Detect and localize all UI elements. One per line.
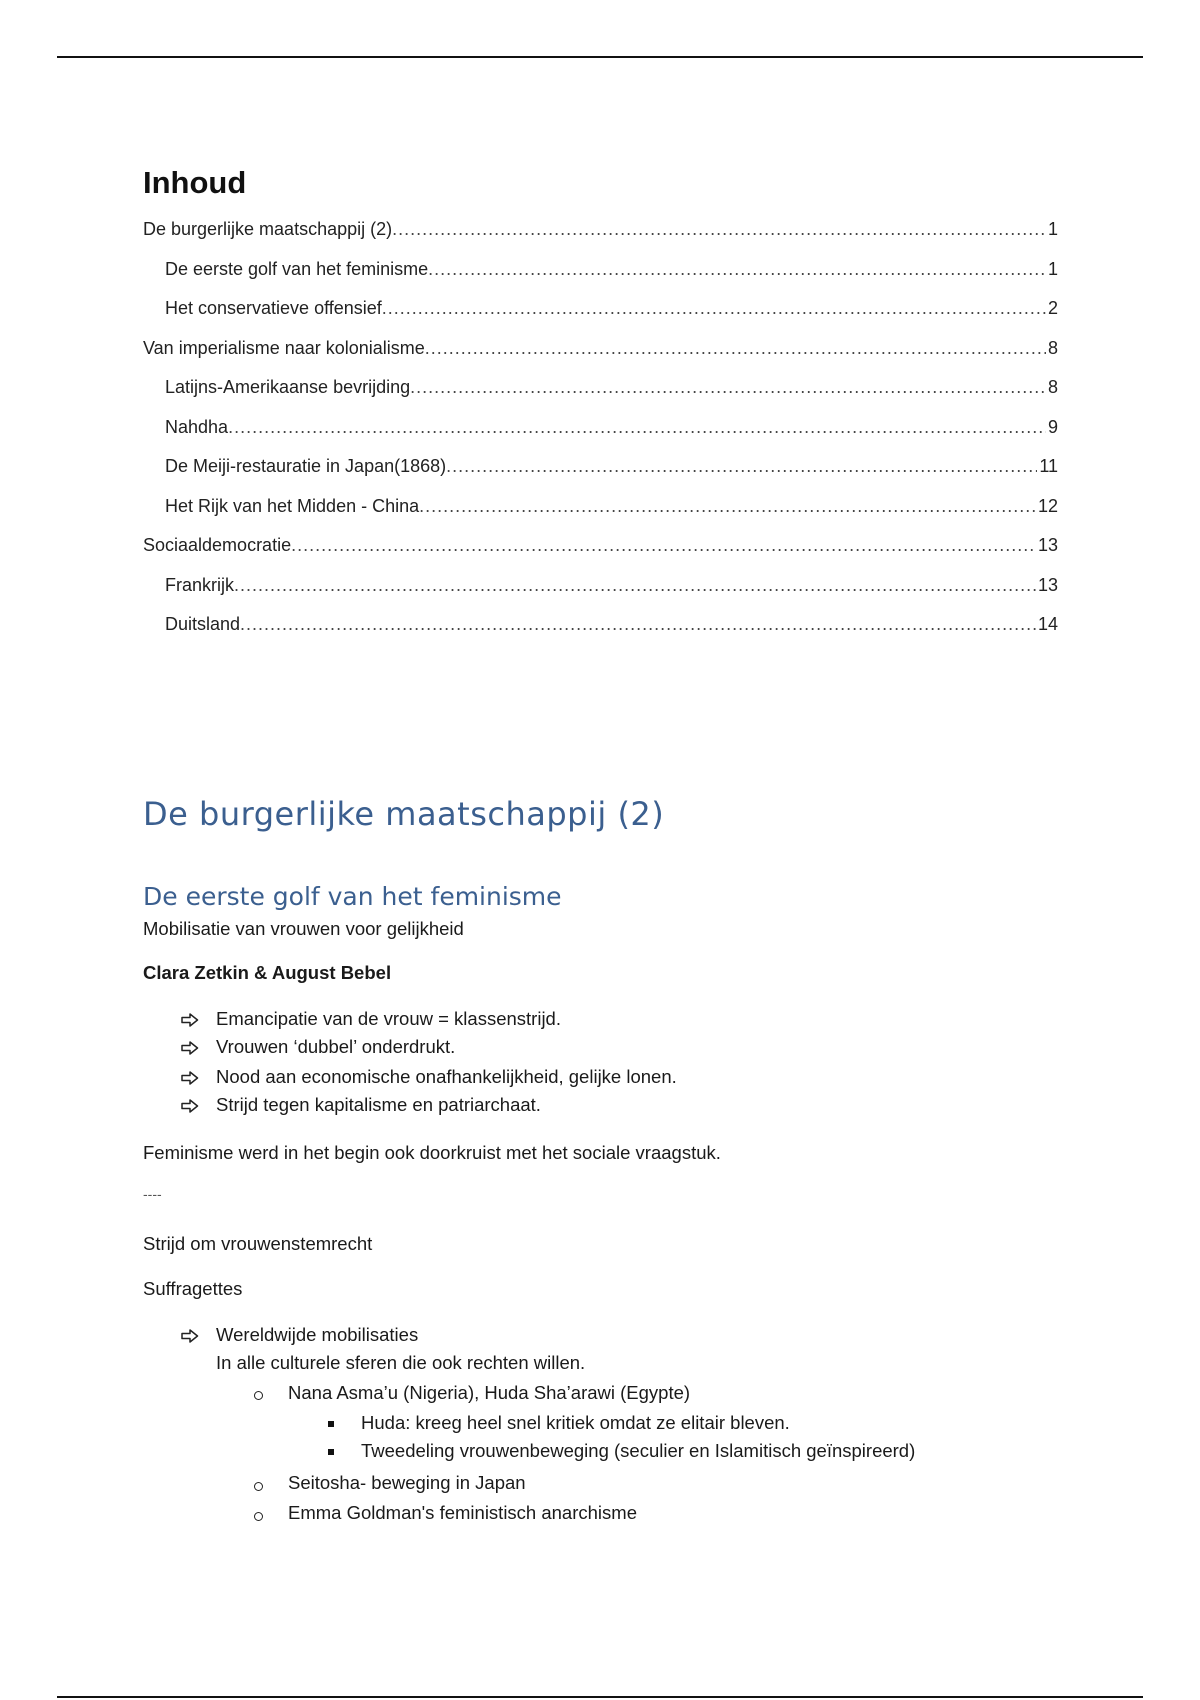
- circle-bullet-icon: [254, 1512, 263, 1521]
- toc-leader: [240, 614, 1036, 635]
- toc-entry-text: Het conservatieve offensief: [165, 298, 382, 318]
- toc-leader: [291, 535, 1036, 556]
- toc-page-number: 8: [1047, 377, 1058, 397]
- stemrecht-line: Strijd om vrouwenstemrecht: [143, 1233, 373, 1254]
- toc-entry-text: Frankrijk: [165, 574, 235, 595]
- header-rule: [57, 56, 1143, 58]
- toc-leader: [410, 377, 1046, 398]
- toc-entry-text: Sociaaldemocratie: [143, 535, 292, 555]
- toc-page-number: 1: [1047, 219, 1058, 239]
- toc-entry-text: De burgerlijke maatschappij (2): [143, 219, 393, 239]
- toc-entry-text: De eerste golf van het feminisme: [165, 258, 429, 279]
- list-item: Huda: kreeg heel snel kritiek omdat ze elitair bleven.: [361, 1412, 790, 1433]
- toc-entry[interactable]: [143, 614, 1058, 654]
- toc-page-number: 11: [1039, 456, 1058, 476]
- list-item: Nood aan economische onafhankelijkheid, gelijke lonen.: [216, 1066, 677, 1087]
- toc-entry[interactable]: [143, 338, 1058, 378]
- suffragettes-line: Suffragettes: [143, 1278, 243, 1299]
- toc-page-number: 8: [1047, 337, 1058, 358]
- toc-entry[interactable]: [143, 535, 1058, 575]
- toc-entry[interactable]: [143, 496, 1058, 536]
- toc-leader: [228, 417, 1046, 438]
- toc-entry[interactable]: [143, 456, 1058, 496]
- circle-bullet-icon: [254, 1391, 263, 1400]
- heading-1: De burgerlijke maatschappij (2): [143, 795, 665, 833]
- toc-page-number: 13: [1037, 535, 1058, 555]
- bold-names-line: Clara Zetkin & August Bebel: [143, 962, 392, 983]
- toc-entry-text: Het Rijk van het Midden - China: [165, 495, 420, 516]
- toc-page-number: 14: [1037, 614, 1058, 634]
- list-item-continuation: In alle culturele sferen die ook rechten willen.: [216, 1352, 586, 1373]
- toc-leader: [234, 575, 1036, 596]
- list-item: Strijd tegen kapitalisme en patriarchaat.: [216, 1094, 541, 1115]
- square-bullet-icon: [328, 1421, 334, 1427]
- list-item: Vrouwen ‘dubbel’ onderdrukt.: [216, 1036, 456, 1057]
- toc-entry[interactable]: [143, 417, 1058, 457]
- list-item: Nana Asma’u (Nigeria), Huda Sha’arawi (Egypte): [288, 1382, 691, 1403]
- toc-page-number: 13: [1037, 574, 1058, 595]
- toc-entry-text: De Meiji-restauratie in Japan(1868): [165, 456, 447, 476]
- square-bullet-icon: [328, 1449, 334, 1455]
- list-item: Tweedeling vrouwenbeweging (seculier en Islamitisch geïnspireerd): [361, 1440, 916, 1461]
- list-item: Seitosha- beweging in Japan: [288, 1472, 526, 1493]
- toc-entry[interactable]: [143, 259, 1058, 299]
- arrow-right-icon: [181, 1041, 199, 1055]
- list-item: Emancipatie van de vrouw = klassenstrijd.: [216, 1008, 561, 1029]
- toc-entry-text: Van imperialisme naar kolonialisme: [143, 337, 425, 358]
- toc-entry[interactable]: [143, 575, 1058, 615]
- toc-entry[interactable]: [143, 219, 1058, 259]
- intro-line: Mobilisatie van vrouwen voor gelijkheid: [143, 918, 464, 939]
- toc-leader: [382, 298, 1046, 319]
- toc-page-number: 9: [1047, 416, 1058, 437]
- toc-entry-text: Latijns-Amerikaanse bevrijding: [165, 377, 411, 397]
- toc-leader: [425, 338, 1046, 359]
- toc-page-number: 12: [1037, 495, 1058, 516]
- arrow-right-icon: [181, 1099, 199, 1113]
- arrow-right-icon: [181, 1329, 199, 1343]
- toc-leader: [428, 259, 1046, 280]
- list-item: Wereldwijde mobilisaties: [216, 1324, 419, 1345]
- toc-entry-text: Duitsland: [165, 614, 241, 634]
- circle-bullet-icon: [254, 1482, 263, 1491]
- heading-2: De eerste golf van het feminisme: [143, 882, 562, 911]
- toc-leader: [392, 219, 1046, 240]
- list-item: Emma Goldman's feministisch anarchisme: [288, 1502, 637, 1523]
- table-of-contents: [143, 219, 1058, 654]
- toc-leader: [419, 496, 1036, 517]
- arrow-right-icon: [181, 1013, 199, 1027]
- toc-entry-text: Nahdha: [165, 416, 229, 437]
- toc-leader: [446, 456, 1037, 477]
- toc-entry[interactable]: [143, 298, 1058, 338]
- toc-page-number: 1: [1047, 258, 1058, 279]
- arrow-right-icon: [181, 1071, 199, 1085]
- separator: ----: [143, 1186, 162, 1202]
- footer-rule: [57, 1696, 1143, 1698]
- toc-page-number: 2: [1047, 298, 1058, 318]
- paragraph: Feminisme werd in het begin ook doorkruist met het sociale vraagstuk.: [143, 1142, 721, 1163]
- toc-title: Inhoud: [143, 165, 247, 200]
- toc-entry[interactable]: [143, 377, 1058, 417]
